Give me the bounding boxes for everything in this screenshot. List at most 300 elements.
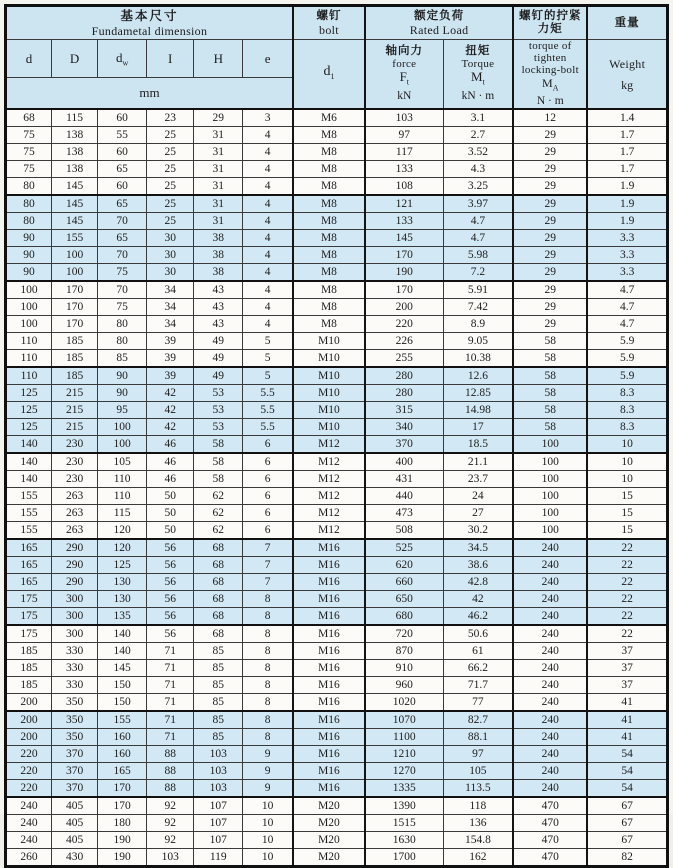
cell-e_mm: 7 (243, 574, 293, 591)
cell-weight_kg: 4.7 (587, 316, 667, 333)
force-en: force (392, 58, 417, 71)
cell-H_mm: 53 (194, 419, 243, 436)
cell-H_mm: 31 (194, 195, 243, 213)
cell-bolt_d1: M16 (293, 608, 365, 626)
cell-I_mm: 88 (147, 780, 194, 798)
cell-e_mm: 6 (243, 505, 293, 522)
cell-dw_mm: 155 (98, 711, 147, 729)
cell-weight_kg: 1.7 (587, 127, 667, 144)
cell-d_mm: 110 (6, 333, 52, 350)
cell-H_mm: 62 (194, 488, 243, 505)
cell-bolt_d1: M16 (293, 539, 365, 557)
table-row (6, 281, 668, 299)
cell-tightening_torque_MA_Nm: 29 (513, 264, 587, 282)
cell-weight_kg: 5.9 (587, 333, 667, 350)
cell-tightening_torque_MA_Nm: 240 (513, 625, 587, 643)
cell-d_mm: 200 (6, 711, 52, 729)
cell-H_mm: 68 (194, 591, 243, 608)
table-row (6, 729, 668, 746)
locking-en-line3: locking-bolt (521, 64, 579, 76)
cell-tightening_torque_MA_Nm: 29 (513, 161, 587, 178)
cell-bolt_d1: M16 (293, 746, 365, 763)
cell-torque_Mt_kNm: 21.1 (443, 453, 513, 471)
header-bolt-group (293, 6, 365, 40)
cell-dw_mm: 125 (98, 557, 147, 574)
cell-torque_Mt_kNm: 24 (443, 488, 513, 505)
table-row (6, 333, 668, 350)
cell-I_mm: 56 (147, 625, 194, 643)
cell-I_mm: 92 (147, 832, 194, 849)
cell-tightening_torque_MA_Nm: 29 (513, 213, 587, 230)
cell-bolt_d1: M8 (293, 316, 365, 333)
cell-torque_Mt_kNm: 154.8 (443, 832, 513, 849)
cell-axial_force_Ft_kN: 508 (365, 522, 443, 540)
table-row (6, 436, 668, 454)
cell-torque_Mt_kNm: 71.7 (443, 677, 513, 694)
cell-axial_force_Ft_kN: 680 (365, 608, 443, 626)
cell-e_mm: 5 (243, 367, 293, 385)
header-col-dw: $d_w$ (98, 40, 147, 78)
header-dim-group (6, 6, 293, 40)
cell-axial_force_Ft_kN: 870 (365, 643, 443, 660)
cell-e_mm: 9 (243, 763, 293, 780)
header-mm-unit: mm (6, 78, 293, 110)
cell-d_mm: 68 (6, 109, 52, 127)
cell-axial_force_Ft_kN: 226 (365, 333, 443, 350)
table-row (6, 608, 668, 626)
cell-e_mm: 4 (243, 316, 293, 333)
cell-d_mm: 110 (6, 367, 52, 385)
cell-torque_Mt_kNm: 5.91 (443, 281, 513, 299)
cell-weight_kg: 1.9 (587, 178, 667, 196)
cell-dw_mm: 75 (98, 264, 147, 282)
cell-d_mm: 200 (6, 729, 52, 746)
cell-torque_Mt_kNm: 66.2 (443, 660, 513, 677)
cell-I_mm: 56 (147, 574, 194, 591)
cell-d_mm: 240 (6, 832, 52, 849)
cell-H_mm: 103 (194, 780, 243, 798)
cell-axial_force_Ft_kN: 1515 (365, 815, 443, 832)
cell-H_mm: 43 (194, 299, 243, 316)
table-row (6, 625, 668, 643)
cell-tightening_torque_MA_Nm: 470 (513, 849, 587, 867)
cell-bolt_d1: M8 (293, 230, 365, 247)
cell-torque_Mt_kNm: 4.7 (443, 230, 513, 247)
cell-I_mm: 50 (147, 522, 194, 540)
cell-H_mm: 49 (194, 367, 243, 385)
cell-e_mm: 10 (243, 832, 293, 849)
cell-e_mm: 5.5 (243, 419, 293, 436)
cell-tightening_torque_MA_Nm: 100 (513, 471, 587, 488)
cell-bolt_d1: M16 (293, 574, 365, 591)
cell-tightening_torque_MA_Nm: 58 (513, 385, 587, 402)
cell-bolt_d1: M10 (293, 419, 365, 436)
cell-d_mm: 100 (6, 281, 52, 299)
cell-axial_force_Ft_kN: 200 (365, 299, 443, 316)
cell-dw_mm: 95 (98, 402, 147, 419)
cell-torque_Mt_kNm: 50.6 (443, 625, 513, 643)
cell-d_mm: 125 (6, 385, 52, 402)
cell-axial_force_Ft_kN: 431 (365, 471, 443, 488)
cell-e_mm: 6 (243, 453, 293, 471)
cell-torque_Mt_kNm: 162 (443, 849, 513, 867)
cell-d_mm: 240 (6, 797, 52, 815)
cell-weight_kg: 3.3 (587, 230, 667, 247)
cell-I_mm: 34 (147, 316, 194, 333)
cell-I_mm: 50 (147, 505, 194, 522)
cell-D_mm: 430 (52, 849, 98, 867)
table-row (6, 178, 668, 196)
cell-torque_Mt_kNm: 8.9 (443, 316, 513, 333)
table-row (6, 471, 668, 488)
cell-H_mm: 68 (194, 608, 243, 626)
table-row (6, 350, 668, 368)
cell-weight_kg: 54 (587, 746, 667, 763)
cell-H_mm: 119 (194, 849, 243, 867)
cell-I_mm: 39 (147, 350, 194, 368)
cell-e_mm: 10 (243, 849, 293, 867)
table-row (6, 109, 668, 127)
dim-group-zh: 基本尺寸 (120, 8, 179, 23)
cell-e_mm: 4 (243, 281, 293, 299)
cell-torque_Mt_kNm: 3.52 (443, 144, 513, 161)
cell-e_mm: 9 (243, 746, 293, 763)
cell-torque_Mt_kNm: 3.25 (443, 178, 513, 196)
cell-torque_Mt_kNm: 46.2 (443, 608, 513, 626)
cell-e_mm: 6 (243, 522, 293, 540)
cell-torque_Mt_kNm: 23.7 (443, 471, 513, 488)
cell-d_mm: 80 (6, 213, 52, 230)
cell-tightening_torque_MA_Nm: 29 (513, 144, 587, 161)
cell-dw_mm: 110 (98, 488, 147, 505)
cell-e_mm: 8 (243, 625, 293, 643)
cell-H_mm: 107 (194, 832, 243, 849)
cell-dw_mm: 140 (98, 643, 147, 660)
header-torque (443, 40, 513, 110)
cell-I_mm: 39 (147, 367, 194, 385)
cell-D_mm: 290 (52, 557, 98, 574)
cell-weight_kg: 41 (587, 694, 667, 712)
cell-weight_kg: 37 (587, 643, 667, 660)
cell-I_mm: 25 (147, 195, 194, 213)
cell-I_mm: 92 (147, 797, 194, 815)
cell-d_mm: 175 (6, 608, 52, 626)
bolt-en: bolt (319, 22, 339, 37)
cell-torque_Mt_kNm: 42.8 (443, 574, 513, 591)
bolt-symbol: $d_1$ (323, 63, 335, 81)
cell-d_mm: 100 (6, 316, 52, 333)
cell-dw_mm: 120 (98, 522, 147, 540)
cell-d_mm: 220 (6, 746, 52, 763)
cell-axial_force_Ft_kN: 108 (365, 178, 443, 196)
cell-I_mm: 71 (147, 677, 194, 694)
cell-H_mm: 68 (194, 557, 243, 574)
table-row (6, 522, 668, 540)
cell-d_mm: 140 (6, 471, 52, 488)
header-col-e: e (243, 40, 293, 78)
cell-e_mm: 4 (243, 247, 293, 264)
cell-axial_force_Ft_kN: 440 (365, 488, 443, 505)
table-row (6, 230, 668, 247)
cell-torque_Mt_kNm: 10.38 (443, 350, 513, 368)
cell-tightening_torque_MA_Nm: 29 (513, 178, 587, 196)
cell-torque_Mt_kNm: 3.97 (443, 195, 513, 213)
cell-I_mm: 88 (147, 746, 194, 763)
cell-bolt_d1: M20 (293, 797, 365, 815)
cell-I_mm: 56 (147, 539, 194, 557)
cell-H_mm: 31 (194, 213, 243, 230)
header-axial-force (365, 40, 443, 110)
weight-zh: 重量 (614, 16, 640, 29)
cell-I_mm: 25 (147, 127, 194, 144)
cell-tightening_torque_MA_Nm: 240 (513, 780, 587, 798)
spec-table (4, 4, 669, 868)
cell-weight_kg: 22 (587, 608, 667, 626)
cell-tightening_torque_MA_Nm: 58 (513, 350, 587, 368)
cell-D_mm: 170 (52, 281, 98, 299)
cell-torque_Mt_kNm: 7.2 (443, 264, 513, 282)
cell-bolt_d1: M20 (293, 849, 365, 867)
cell-D_mm: 300 (52, 608, 98, 626)
cell-d_mm: 75 (6, 127, 52, 144)
cell-H_mm: 31 (194, 178, 243, 196)
cell-torque_Mt_kNm: 136 (443, 815, 513, 832)
locking-symbol: $M_A$ (542, 76, 559, 93)
cell-e_mm: 4 (243, 230, 293, 247)
cell-H_mm: 31 (194, 144, 243, 161)
cell-axial_force_Ft_kN: 1700 (365, 849, 443, 867)
cell-axial_force_Ft_kN: 525 (365, 539, 443, 557)
table-row (6, 849, 668, 867)
force-symbol: $F_t$ (399, 69, 410, 87)
cell-tightening_torque_MA_Nm: 58 (513, 419, 587, 436)
cell-d_mm: 125 (6, 419, 52, 436)
table-row (6, 797, 668, 815)
cell-D_mm: 230 (52, 471, 98, 488)
cell-e_mm: 8 (243, 694, 293, 712)
cell-torque_Mt_kNm: 27 (443, 505, 513, 522)
table-row (6, 367, 668, 385)
header-load-group (365, 6, 513, 40)
cell-axial_force_Ft_kN: 1210 (365, 746, 443, 763)
cell-dw_mm: 190 (98, 849, 147, 867)
cell-weight_kg: 22 (587, 625, 667, 643)
cell-e_mm: 7 (243, 557, 293, 574)
cell-dw_mm: 140 (98, 625, 147, 643)
cell-torque_Mt_kNm: 38.6 (443, 557, 513, 574)
cell-torque_Mt_kNm: 34.5 (443, 539, 513, 557)
cell-axial_force_Ft_kN: 1270 (365, 763, 443, 780)
cell-d_mm: 90 (6, 264, 52, 282)
cell-bolt_d1: M12 (293, 505, 365, 522)
cell-e_mm: 8 (243, 711, 293, 729)
cell-dw_mm: 90 (98, 367, 147, 385)
cell-weight_kg: 1.7 (587, 161, 667, 178)
cell-tightening_torque_MA_Nm: 240 (513, 677, 587, 694)
cell-axial_force_Ft_kN: 1335 (365, 780, 443, 798)
cell-bolt_d1: M8 (293, 127, 365, 144)
cell-torque_Mt_kNm: 30.2 (443, 522, 513, 540)
cell-torque_Mt_kNm: 77 (443, 694, 513, 712)
cell-weight_kg: 22 (587, 557, 667, 574)
cell-axial_force_Ft_kN: 220 (365, 316, 443, 333)
cell-D_mm: 138 (52, 127, 98, 144)
table-row (6, 539, 668, 557)
cell-weight_kg: 22 (587, 591, 667, 608)
cell-torque_Mt_kNm: 42 (443, 591, 513, 608)
cell-e_mm: 8 (243, 643, 293, 660)
table-row (6, 832, 668, 849)
locking-zh-line1: 螺钉的拧紧 (519, 10, 582, 22)
cell-dw_mm: 80 (98, 333, 147, 350)
header-locking-zh (513, 6, 587, 40)
cell-bolt_d1: M8 (293, 195, 365, 213)
cell-I_mm: 34 (147, 281, 194, 299)
cell-torque_Mt_kNm: 4.7 (443, 213, 513, 230)
cell-bolt_d1: M10 (293, 367, 365, 385)
cell-D_mm: 330 (52, 677, 98, 694)
cell-H_mm: 38 (194, 247, 243, 264)
cell-e_mm: 6 (243, 436, 293, 454)
cell-H_mm: 107 (194, 797, 243, 815)
cell-d_mm: 185 (6, 677, 52, 694)
cell-weight_kg: 37 (587, 677, 667, 694)
locking-en-line2: tighten (533, 52, 567, 64)
cell-axial_force_Ft_kN: 910 (365, 660, 443, 677)
cell-D_mm: 300 (52, 625, 98, 643)
cell-torque_Mt_kNm: 4.3 (443, 161, 513, 178)
cell-bolt_d1: M8 (293, 264, 365, 282)
cell-bolt_d1: M16 (293, 677, 365, 694)
cell-D_mm: 370 (52, 780, 98, 798)
cell-dw_mm: 80 (98, 316, 147, 333)
cell-dw_mm: 190 (98, 832, 147, 849)
cell-D_mm: 155 (52, 230, 98, 247)
cell-bolt_d1: M16 (293, 660, 365, 677)
cell-e_mm: 5 (243, 350, 293, 368)
header-bolt-symbol (293, 40, 365, 110)
cell-weight_kg: 4.7 (587, 299, 667, 316)
cell-tightening_torque_MA_Nm: 240 (513, 643, 587, 660)
cell-H_mm: 85 (194, 694, 243, 712)
cell-bolt_d1: M20 (293, 815, 365, 832)
cell-e_mm: 6 (243, 488, 293, 505)
cell-bolt_d1: M12 (293, 522, 365, 540)
cell-e_mm: 8 (243, 608, 293, 626)
cell-D_mm: 185 (52, 350, 98, 368)
cell-H_mm: 85 (194, 677, 243, 694)
cell-tightening_torque_MA_Nm: 58 (513, 367, 587, 385)
cell-I_mm: 42 (147, 385, 194, 402)
cell-I_mm: 25 (147, 178, 194, 196)
weight-en: Weight (609, 56, 646, 71)
torque-symbol: $M_t$ (471, 69, 485, 87)
table-row (6, 694, 668, 712)
cell-bolt_d1: M8 (293, 213, 365, 230)
cell-weight_kg: 5.9 (587, 350, 667, 368)
table-row (6, 746, 668, 763)
cell-d_mm: 185 (6, 660, 52, 677)
cell-H_mm: 29 (194, 109, 243, 127)
cell-weight_kg: 67 (587, 797, 667, 815)
cell-D_mm: 350 (52, 711, 98, 729)
cell-d_mm: 80 (6, 178, 52, 196)
cell-torque_Mt_kNm: 12.6 (443, 367, 513, 385)
cell-dw_mm: 160 (98, 746, 147, 763)
table-row (6, 385, 668, 402)
cell-d_mm: 220 (6, 763, 52, 780)
cell-d_mm: 260 (6, 849, 52, 867)
cell-D_mm: 405 (52, 797, 98, 815)
cell-axial_force_Ft_kN: 170 (365, 247, 443, 264)
cell-I_mm: 50 (147, 488, 194, 505)
load-zh: 额定负荷 (414, 9, 465, 22)
cell-d_mm: 140 (6, 436, 52, 454)
cell-axial_force_Ft_kN: 1630 (365, 832, 443, 849)
cell-D_mm: 350 (52, 729, 98, 746)
cell-e_mm: 6 (243, 471, 293, 488)
cell-torque_Mt_kNm: 14.98 (443, 402, 513, 419)
cell-I_mm: 39 (147, 333, 194, 350)
cell-axial_force_Ft_kN: 370 (365, 436, 443, 454)
cell-torque_Mt_kNm: 12.85 (443, 385, 513, 402)
cell-bolt_d1: M16 (293, 729, 365, 746)
cell-dw_mm: 100 (98, 419, 147, 436)
cell-bolt_d1: M8 (293, 144, 365, 161)
cell-D_mm: 330 (52, 643, 98, 660)
header-col-H: H (194, 40, 243, 78)
table-row (6, 763, 668, 780)
cell-H_mm: 53 (194, 385, 243, 402)
cell-weight_kg: 10 (587, 471, 667, 488)
cell-bolt_d1: M16 (293, 694, 365, 712)
cell-axial_force_Ft_kN: 133 (365, 213, 443, 230)
cell-weight_kg: 8.3 (587, 402, 667, 419)
cell-weight_kg: 1.9 (587, 213, 667, 230)
cell-torque_Mt_kNm: 9.05 (443, 333, 513, 350)
cell-I_mm: 103 (147, 849, 194, 867)
cell-tightening_torque_MA_Nm: 240 (513, 711, 587, 729)
cell-D_mm: 263 (52, 505, 98, 522)
cell-bolt_d1: M10 (293, 402, 365, 419)
cell-dw_mm: 60 (98, 178, 147, 196)
cell-H_mm: 68 (194, 574, 243, 591)
cell-e_mm: 4 (243, 213, 293, 230)
cell-weight_kg: 41 (587, 711, 667, 729)
cell-axial_force_Ft_kN: 97 (365, 127, 443, 144)
cell-torque_Mt_kNm: 105 (443, 763, 513, 780)
cell-torque_Mt_kNm: 118 (443, 797, 513, 815)
cell-D_mm: 263 (52, 488, 98, 505)
header-weight-en (587, 40, 667, 110)
cell-torque_Mt_kNm: 97 (443, 746, 513, 763)
cell-e_mm: 3 (243, 109, 293, 127)
cell-tightening_torque_MA_Nm: 29 (513, 316, 587, 333)
cell-D_mm: 145 (52, 195, 98, 213)
cell-dw_mm: 65 (98, 230, 147, 247)
force-unit: kN (397, 89, 412, 102)
cell-bolt_d1: M20 (293, 832, 365, 849)
cell-weight_kg: 54 (587, 780, 667, 798)
table-row (6, 127, 668, 144)
cell-tightening_torque_MA_Nm: 240 (513, 608, 587, 626)
cell-dw_mm: 150 (98, 694, 147, 712)
cell-H_mm: 68 (194, 539, 243, 557)
cell-D_mm: 405 (52, 815, 98, 832)
cell-H_mm: 62 (194, 522, 243, 540)
header-col-d: d (6, 40, 52, 78)
table-row (6, 780, 668, 798)
